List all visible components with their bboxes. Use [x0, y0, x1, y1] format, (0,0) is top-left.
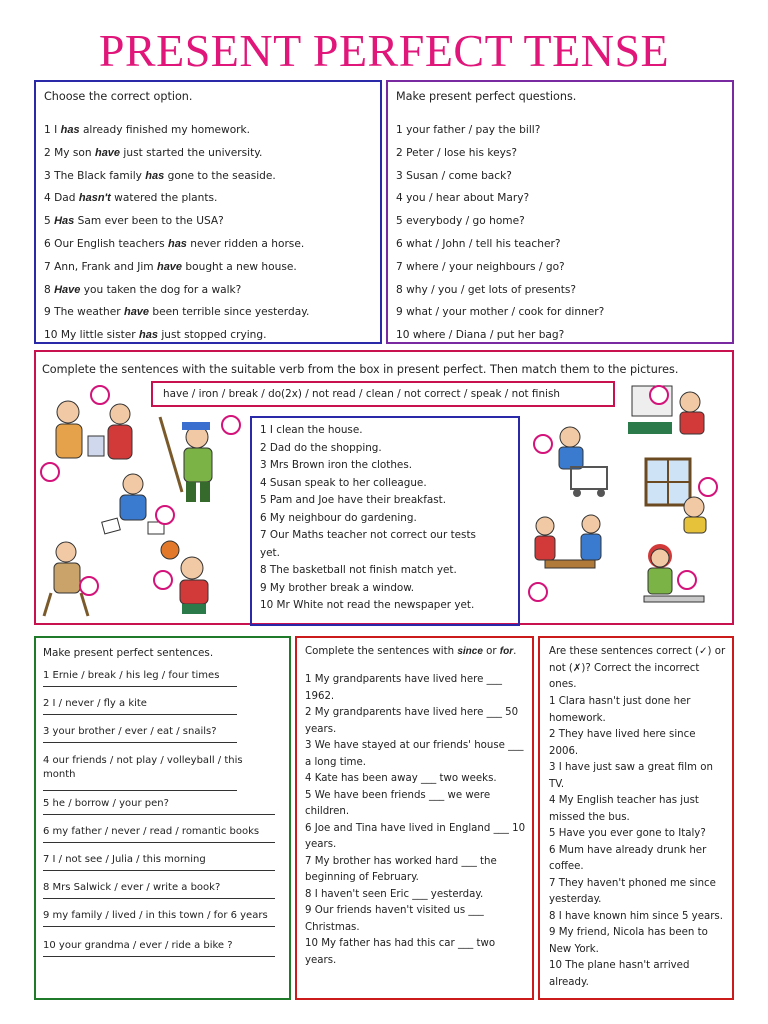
man-reading-newspaper-picture	[624, 380, 724, 450]
check-item: 1 Clara hasn't just done her homework.	[549, 696, 691, 724]
page-title: PRESENT PERFECT TENSE	[98, 25, 670, 76]
sentence-prompt: 7 I / not see / Julia / this morning	[43, 854, 206, 865]
section2-instruction: Make present perfect questions.	[396, 90, 577, 103]
item-text: 4 Dad	[44, 192, 79, 205]
question-item: 6 what / John / tell his teacher?	[396, 238, 561, 250]
item-text: watered the plants.	[110, 192, 218, 205]
sentence-item: 6 My neighbour do gardening.	[260, 511, 417, 524]
answer-line[interactable]	[43, 870, 275, 871]
item-text: 5	[44, 215, 55, 228]
item-text: 9 The weather	[44, 306, 124, 319]
check-item: 9 My friend, Nicola has been to New York.	[549, 927, 708, 955]
item-text: 2 My son	[44, 146, 95, 159]
verb-box: have / iron / break / do(2x) / not read / clean / not correct / speak / not finish	[151, 381, 615, 407]
question-item: 7 where / your neighbours / go?	[396, 260, 565, 273]
sentence-prompt: 10 your grandma / ever / ride a bike ?	[43, 940, 233, 951]
answer-circle[interactable]	[649, 385, 669, 405]
question-item: 2 Peter / lose his keys?	[396, 146, 518, 159]
for-word: for	[499, 646, 514, 657]
question-item: 4 you / hear about Mary?	[396, 192, 530, 205]
since-for-box	[295, 636, 534, 1000]
item-text: already finished my homework.	[79, 124, 251, 136]
check-item: 8 I have known him since 5 years.	[549, 910, 723, 922]
answer-circle[interactable]	[155, 505, 175, 525]
questions-box	[386, 80, 734, 344]
section6-instruction: Are these sentences correct (✓) or not (✗)? Correct the incorrect ones.	[549, 646, 726, 690]
sentence-prompt: 6 my father / never / read / romantic books	[43, 826, 260, 837]
chosen-answer: hasn't	[78, 192, 111, 205]
question-item: 8 why / you / get lots of presents?	[396, 283, 577, 296]
chosen-answer: has	[167, 238, 187, 250]
answer-circle[interactable]	[221, 415, 241, 435]
check-item: 3 I have just saw a great film on TV.	[549, 762, 713, 790]
answer-line[interactable]	[43, 814, 275, 815]
sentence-item: 9 My brother break a window.	[260, 581, 415, 594]
item-text: gone to the seaside.	[164, 169, 276, 182]
check-item: 6 Mum have already drunk her coffee.	[549, 844, 707, 872]
choice-item	[44, 170, 276, 182]
answer-line[interactable]	[43, 714, 237, 715]
choice-item	[44, 261, 297, 273]
answer-circle[interactable]	[90, 385, 110, 405]
woman-ironing-picture	[624, 540, 714, 622]
check-item: 10 The plane hasn't arrived already.	[549, 960, 690, 988]
correct-sentences-box	[538, 636, 734, 1000]
instruction-text: Complete the sentences with	[305, 646, 458, 657]
make-sentences-box	[34, 636, 291, 1000]
sentence-item: 8 The basketball not finish match yet.	[260, 564, 457, 576]
answer-circle[interactable]	[677, 570, 697, 590]
question-item: 5 everybody / go home?	[396, 215, 525, 228]
choice-item	[44, 124, 250, 136]
gap-item: 4 Kate has been away ___ two weeks.	[305, 773, 497, 784]
chosen-answer: Have	[54, 283, 81, 296]
boy-reading-picture	[36, 538, 116, 620]
check-item: 2 They have lived here since 2006.	[549, 729, 696, 757]
broken-window-picture	[640, 455, 730, 535]
choice-item	[44, 238, 304, 250]
chosen-answer: Has	[54, 215, 75, 228]
chosen-answer: have	[94, 146, 121, 159]
item-text: 8	[44, 283, 55, 296]
item-text: been terrible since yesterday.	[149, 306, 310, 319]
couple-breakfast-picture	[525, 512, 615, 592]
answer-circle[interactable]	[153, 570, 173, 590]
gap-item: 3 We have stayed at our friends' house ___ a long time.	[305, 740, 524, 768]
check-item: 7 They haven't phoned me since yesterday.	[549, 877, 716, 905]
choose-option-box	[34, 80, 382, 344]
item-text: 1 I	[44, 124, 61, 136]
answer-line[interactable]	[43, 842, 275, 843]
item-text: you taken the dog for a walk?	[80, 283, 242, 296]
section3-instruction: Complete the sentences with the suitable verb from the box in present perfect. Then match them to the pictures.	[42, 363, 679, 376]
choice-item	[44, 329, 266, 341]
choice-item	[44, 306, 309, 318]
sentence-item: 10 Mr White not read the newspaper yet.	[260, 599, 475, 611]
answer-circle[interactable]	[533, 434, 553, 454]
gap-item: 1 My grandparents have lived here ___ 1962.	[305, 674, 502, 702]
chosen-answer: has	[139, 329, 158, 342]
sentence-prompt: 5 he / borrow / your pen?	[43, 798, 169, 809]
item-text: Sam ever been to the USA?	[74, 215, 224, 228]
question-item: 9 what / your mother / cook for dinner?	[396, 306, 605, 319]
sentence-item: 1 I clean the house.	[260, 424, 363, 436]
gap-item: 9 Our friends haven't visited us ___ Christmas.	[305, 905, 484, 933]
answer-line[interactable]	[43, 742, 237, 743]
or-word: or	[482, 646, 500, 657]
gap-item: 8 I haven't seen Eric ___ yesterday.	[305, 888, 484, 900]
gap-item: 2 My grandparents have lived here ___ 50 years.	[305, 707, 519, 735]
sentence-prompt: 2 I / never / fly a kite	[43, 698, 147, 709]
sentence-item: 7 Our Maths teacher not correct our tests	[260, 529, 476, 541]
answer-circle[interactable]	[528, 582, 548, 602]
sentences-box	[250, 416, 520, 626]
item-text: just started the university.	[120, 146, 263, 159]
sentence-item: 3 Mrs Brown iron the clothes.	[260, 459, 413, 471]
item-text: never ridden a horse.	[186, 238, 305, 250]
sentence-prompt: 1 Ernie / break / his leg / four times	[43, 670, 220, 681]
answer-circle[interactable]	[40, 462, 60, 482]
item-text: 3 The Black family	[44, 169, 146, 182]
gap-item: 6 Joe and Tina have lived in England ___ 10 years.	[305, 822, 526, 850]
instruction-end: .	[513, 646, 517, 657]
choice-item	[44, 192, 217, 204]
sentence-item: 4 Susan speak to her colleague.	[260, 476, 427, 489]
gap-item: 7 My brother has worked hard ___ the beginning of February.	[305, 855, 497, 883]
answer-circle[interactable]	[79, 576, 99, 596]
check-item: 5 Have you ever gone to Italy?	[549, 828, 706, 839]
answer-circle[interactable]	[698, 477, 718, 497]
chosen-answer: have	[156, 260, 183, 273]
question-item: 3 Susan / come back?	[396, 169, 512, 182]
sentence-item: yet.	[260, 546, 280, 559]
question-item: 1 your father / pay the bill?	[396, 124, 541, 136]
gap-item: 10 My father has had this car ___ two years.	[305, 938, 496, 966]
sentence-prompt: 8 Mrs Salwick / ever / write a book?	[43, 882, 221, 893]
item-text: 7 Ann, Frank and Jim	[44, 260, 157, 273]
chosen-answer: have	[123, 306, 150, 319]
choice-item	[44, 284, 241, 296]
chosen-answer: has	[60, 124, 80, 136]
item-text: 6 Our English teachers	[44, 238, 168, 250]
gap-item: 5 We have been friends ___ we were children.	[305, 789, 491, 817]
answer-line[interactable]	[43, 956, 275, 957]
sentence-prompt: 4 our friends / not play / volleyball / this month	[43, 755, 243, 780]
sentence-prompt: 3 your brother / ever / eat / snails?	[43, 726, 217, 737]
answer-line[interactable]	[43, 926, 275, 927]
section5-instruction	[305, 645, 516, 659]
chosen-answer: has	[145, 169, 165, 182]
check-item: 4 My English teacher has just missed the bus.	[549, 795, 699, 823]
sentence-item: 2 Dad do the shopping.	[260, 441, 382, 454]
answer-line[interactable]	[43, 898, 275, 899]
choice-item	[44, 147, 262, 159]
question-item: 10 where / Diana / put her bag?	[396, 329, 565, 342]
choice-item	[44, 215, 224, 227]
section1-instruction: Choose the correct option.	[44, 90, 193, 103]
sentence-item: 5 Pam and Joe have their breakfast.	[260, 494, 447, 506]
answer-line[interactable]	[43, 790, 237, 791]
since-word: since	[457, 646, 483, 657]
answer-line[interactable]	[43, 686, 237, 687]
item-text: just stopped crying.	[158, 329, 267, 342]
two-men-talking-picture	[38, 392, 138, 472]
item-text: bought a new house.	[182, 260, 297, 273]
section4-instruction: Make present perfect sentences.	[43, 647, 214, 659]
sentence-prompt: 9 my family / lived / in this town / for 6 years	[43, 910, 268, 921]
item-text: 10 My little sister	[44, 329, 140, 342]
